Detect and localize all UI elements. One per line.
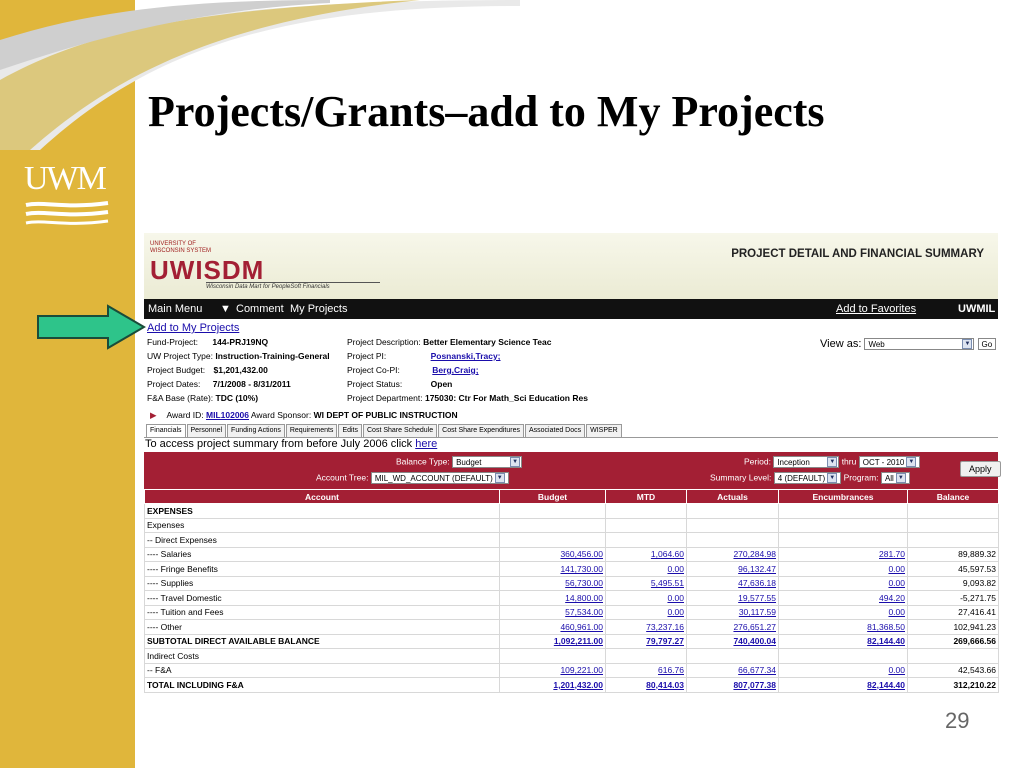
view-as <box>820 338 996 350</box>
cell-enc[interactable]: 82,144.40 <box>779 678 908 693</box>
cell-account: Expenses <box>145 518 500 533</box>
expand-triangle-icon[interactable]: ▶ <box>150 410 157 420</box>
chevron-down-icon: ▼ <box>510 457 520 467</box>
cell-budget[interactable]: 109,221.00 <box>500 663 606 678</box>
col-budget[interactable]: Budget <box>500 490 606 504</box>
cell-mtd[interactable]: 0.00 <box>606 562 687 577</box>
dates-label: Project Dates: <box>147 379 201 389</box>
desc-label: Project Description: <box>347 337 421 347</box>
chevron-down-icon: ▼ <box>962 339 972 349</box>
period-label: Period: <box>744 456 771 467</box>
nav-bar <box>144 299 998 319</box>
cell-balance: -5,271.75 <box>908 591 999 606</box>
cell-mtd[interactable]: 79,797.27 <box>606 634 687 649</box>
cell-actuals[interactable]: 807,077.38 <box>687 678 779 693</box>
cell-enc[interactable]: 81,368.50 <box>779 620 908 635</box>
cell-budget <box>500 504 606 519</box>
balance-type-label: Balance Type: <box>396 456 450 467</box>
cell-mtd[interactable]: 0.00 <box>606 591 687 606</box>
award-line <box>144 408 998 424</box>
tab-bar <box>144 424 998 438</box>
cell-account: ---- Supplies <box>145 576 500 591</box>
cell-mtd[interactable]: 616.76 <box>606 663 687 678</box>
cell-balance: 42,543.66 <box>908 663 999 678</box>
cell-balance: 45,597.53 <box>908 562 999 577</box>
chevron-down-icon: ▼ <box>495 473 505 483</box>
thru-select[interactable] <box>859 456 921 468</box>
thru-value: OCT - 2010 <box>862 458 905 467</box>
fund-project-value: 144-PRJ19NQ <box>212 337 269 347</box>
cell-actuals[interactable]: 19,577.55 <box>687 591 779 606</box>
uwm-waves-icon <box>24 200 110 226</box>
cell-balance <box>908 649 999 664</box>
summary-level-select[interactable] <box>774 472 841 484</box>
uwm-logo <box>24 162 114 231</box>
add-to-my-projects-link[interactable]: Add to My Projects <box>147 322 240 334</box>
award-id-label: Award ID: <box>166 410 204 420</box>
cell-balance <box>908 533 999 548</box>
cell-budget[interactable]: 56,730.00 <box>500 576 606 591</box>
cell-enc[interactable]: 494.20 <box>779 591 908 606</box>
cell-mtd[interactable]: 80,414.03 <box>606 678 687 693</box>
cell-actuals <box>687 533 779 548</box>
user-id: UWMIL <box>958 303 996 315</box>
table-row <box>145 576 999 591</box>
cell-account: -- F&A <box>145 663 500 678</box>
chevron-down-icon: ▼ <box>906 457 916 467</box>
summary-level-value: 4 (DEFAULT) <box>777 474 826 483</box>
tab-wisper[interactable]: WISPER <box>586 424 622 437</box>
cell-enc[interactable]: 281.70 <box>779 547 908 562</box>
cell-account: ---- Other <box>145 620 500 635</box>
project-type-value: Instruction-Training-General <box>215 351 330 361</box>
cell-actuals[interactable]: 66,677.34 <box>687 663 779 678</box>
cell-enc[interactable]: 0.00 <box>779 605 908 620</box>
cell-account: ---- Salaries <box>145 547 500 562</box>
dates-value: 7/1/2008 - 8/31/2011 <box>212 379 291 389</box>
cell-balance <box>908 504 999 519</box>
tab-cost-share-expenditures[interactable]: Cost Share Expenditures <box>438 424 524 437</box>
cell-account: Indirect Costs <box>145 649 500 664</box>
tab-personnel[interactable]: Personnel <box>187 424 227 437</box>
period-value: Inception <box>777 458 810 467</box>
univ-system-text: UNIVERSITY OF WISCONSIN SYSTEM <box>150 241 212 254</box>
view-as-label: View as: <box>820 338 862 350</box>
cell-account: ---- Fringe Benefits <box>145 562 500 577</box>
table-row <box>145 591 999 606</box>
cell-mtd <box>606 518 687 533</box>
cell-actuals[interactable]: 96,132.47 <box>687 562 779 577</box>
cell-account: ---- Tuition and Fees <box>145 605 500 620</box>
table-row <box>145 678 999 693</box>
comment-link[interactable]: Comment <box>236 303 284 315</box>
account-tree-label: Account Tree: <box>316 472 369 483</box>
tab-funding-actions[interactable]: Funding Actions <box>227 424 285 437</box>
tab-requirements[interactable]: Requirements <box>286 424 338 437</box>
fa-value: TDC (10%) <box>215 393 259 403</box>
app-banner <box>144 233 998 299</box>
cell-mtd <box>606 504 687 519</box>
cell-mtd[interactable]: 1,064.60 <box>606 547 687 562</box>
cell-actuals[interactable]: 740,400.04 <box>687 634 779 649</box>
cell-mtd <box>606 649 687 664</box>
balance-type-select[interactable] <box>452 456 522 468</box>
cell-budget[interactable]: 141,730.00 <box>500 562 606 577</box>
status-value: Open <box>430 379 453 389</box>
cell-budget <box>500 518 606 533</box>
uwm-logo-text: UWM <box>24 160 105 197</box>
chevron-down-icon: ▼ <box>827 457 837 467</box>
cell-budget[interactable]: 460,961.00 <box>500 620 606 635</box>
tab-cost-share-schedule[interactable]: Cost Share Schedule <box>363 424 437 437</box>
cell-account: TOTAL INCLUDING F&A <box>145 678 500 693</box>
cell-actuals[interactable]: 276,651.27 <box>687 620 779 635</box>
chevron-down-icon: ▼ <box>827 473 837 483</box>
pi-link[interactable]: Posnanski,Tracy; <box>430 351 501 361</box>
dept-label: Project Department: <box>347 393 423 403</box>
cell-balance: 27,416.41 <box>908 605 999 620</box>
cell-budget[interactable]: 14,800.00 <box>500 591 606 606</box>
table-row <box>145 518 999 533</box>
cell-account: -- Direct Expenses <box>145 533 500 548</box>
project-info <box>144 336 998 408</box>
page-number: 29 <box>945 708 970 733</box>
cell-actuals[interactable]: 30,117.59 <box>687 605 779 620</box>
cell-budget[interactable]: 1,201,432.00 <box>500 678 606 693</box>
cell-actuals <box>687 649 779 664</box>
cell-balance: 89,889.32 <box>908 547 999 562</box>
add-to-favorites-link[interactable]: Add to Favorites <box>836 303 917 315</box>
table-row <box>145 649 999 664</box>
cell-balance: 9,093.82 <box>908 576 999 591</box>
chevron-down-icon: ▼ <box>896 473 906 483</box>
tab-edits[interactable]: Edits <box>338 424 362 437</box>
col-mtd[interactable]: MTD <box>606 490 687 504</box>
view-as-value: Web <box>868 340 885 350</box>
financial-table <box>144 489 999 693</box>
green-arrow-icon <box>36 304 148 350</box>
balance-type-value: Budget <box>456 458 482 467</box>
cell-budget[interactable]: 1,092,211.00 <box>500 634 606 649</box>
program-value: All <box>884 474 894 483</box>
col-balance[interactable]: Balance <box>908 490 999 504</box>
award-id-link[interactable]: MIL102006 <box>206 410 249 420</box>
cell-enc[interactable]: 0.00 <box>779 562 908 577</box>
account-tree-select[interactable] <box>371 472 509 484</box>
cell-actuals <box>687 504 779 519</box>
tab-associated-docs[interactable]: Associated Docs <box>525 424 585 437</box>
cell-actuals[interactable]: 47,636.18 <box>687 576 779 591</box>
thru-label: thru <box>841 456 857 467</box>
cell-enc <box>779 504 908 519</box>
tab-financials[interactable]: Financials <box>146 424 186 437</box>
pi-label: Project PI: <box>347 351 387 361</box>
copi-link[interactable]: Berg,Craig; <box>432 365 479 375</box>
cell-actuals[interactable]: 270,284.98 <box>687 547 779 562</box>
cell-mtd[interactable]: 5,495.51 <box>606 576 687 591</box>
table-row <box>145 663 999 678</box>
award-sponsor-value: WI DEPT OF PUBLIC INSTRUCTION <box>313 410 458 420</box>
go-button[interactable]: Go <box>978 338 997 350</box>
col-encumbrances[interactable]: Encumbrances <box>779 490 908 504</box>
table-row <box>145 562 999 577</box>
filter-bar <box>144 452 998 489</box>
my-projects-link[interactable]: My Projects <box>290 303 348 315</box>
cell-budget <box>500 649 606 664</box>
apply-button[interactable]: Apply <box>960 461 1001 477</box>
slide-title: Projects/Grants–add to My Projects <box>148 87 825 136</box>
period-select[interactable] <box>773 456 839 468</box>
cell-enc[interactable]: 0.00 <box>779 576 908 591</box>
cell-balance: 312,210.22 <box>908 678 999 693</box>
cell-actuals <box>687 518 779 533</box>
table-row <box>145 547 999 562</box>
table-row <box>145 533 999 548</box>
budget-value: $1,201,432.00 <box>213 365 268 375</box>
program-select[interactable] <box>881 472 910 484</box>
status-label: Project Status: <box>347 379 403 389</box>
cell-enc[interactable]: 82,144.40 <box>779 634 908 649</box>
cell-mtd[interactable]: 73,237.16 <box>606 620 687 635</box>
view-as-select[interactable] <box>864 338 974 350</box>
cell-enc <box>779 649 908 664</box>
cell-mtd <box>606 533 687 548</box>
fa-label: F&A Base (Rate): <box>147 393 214 403</box>
cell-balance: 102,941.23 <box>908 620 999 635</box>
uwisdm-logo: UWISDM <box>150 255 265 285</box>
copi-label: Project Co-PI: <box>347 365 400 375</box>
cell-budget <box>500 533 606 548</box>
logo-subtitle: Wisconsin Data Mart for PeopleSoft Financials <box>206 282 380 290</box>
table-row <box>145 605 999 620</box>
here-link[interactable]: here <box>415 438 438 450</box>
cell-balance: 269,666.56 <box>908 634 999 649</box>
cell-enc[interactable]: 0.00 <box>779 663 908 678</box>
cell-enc <box>779 518 908 533</box>
page-title: PROJECT DETAIL AND FINANCIAL SUMMARY <box>731 248 984 260</box>
summary-level-label: Summary Level: <box>710 472 772 483</box>
access-note <box>144 438 998 452</box>
table-row <box>145 634 999 649</box>
col-actuals[interactable]: Actuals <box>687 490 779 504</box>
award-sponsor-label: Award Sponsor: <box>250 410 312 420</box>
cell-account: EXPENSES <box>145 504 500 519</box>
cell-account: ---- Travel Domestic <box>145 591 500 606</box>
cell-mtd[interactable]: 0.00 <box>606 605 687 620</box>
cell-account: SUBTOTAL DIRECT AVAILABLE BALANCE <box>145 634 500 649</box>
cell-budget[interactable]: 360,456.00 <box>500 547 606 562</box>
budget-label: Project Budget: <box>147 365 206 375</box>
col-account[interactable]: Account <box>145 490 500 504</box>
project-type-label: UW Project Type: <box>147 351 213 361</box>
screenshot-panel <box>144 233 998 705</box>
main-menu-link[interactable]: Main Menu <box>148 303 203 315</box>
dropdown-arrow-icon[interactable]: ▼ <box>220 303 231 315</box>
dept-value: 175030: Ctr For Math_Sci Education Res <box>424 393 588 403</box>
table-row <box>145 620 999 635</box>
cell-balance <box>908 518 999 533</box>
access-text: To access project summary from before July 2006 click <box>145 438 413 450</box>
cell-budget[interactable]: 57,534.00 <box>500 605 606 620</box>
desc-value: Better Elementary Science Teac <box>423 337 552 347</box>
cell-enc <box>779 533 908 548</box>
fund-project-label: Fund-Project: <box>147 337 199 347</box>
program-label: Program: <box>843 472 879 483</box>
account-tree-value: MIL_WD_ACCOUNT (DEFAULT) <box>374 474 493 483</box>
table-row <box>145 504 999 519</box>
